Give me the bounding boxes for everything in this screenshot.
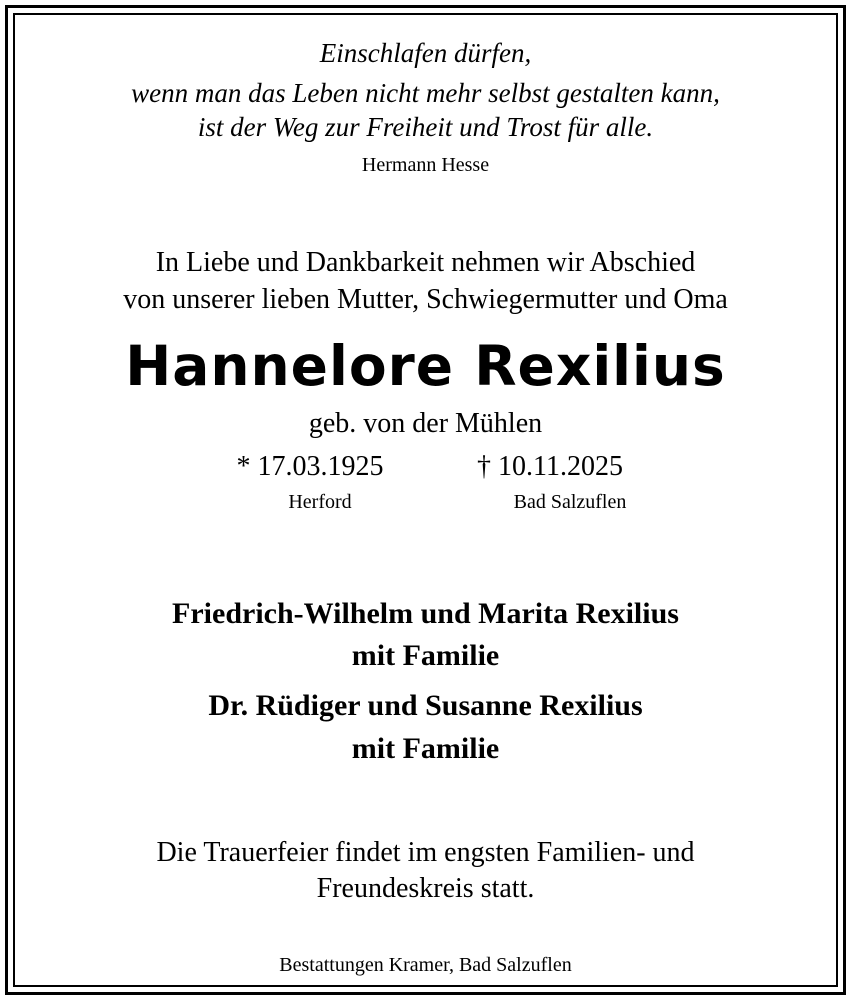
deceased-name: Hannelore Rexilius (125, 334, 726, 398)
intro-line-1: In Liebe und Dankbarkeit nehmen wir Abschied (155, 247, 696, 278)
birth-place: Herford (288, 491, 352, 513)
death-place: Bad Salzuflen (513, 491, 627, 513)
quote-line-2: wenn man das Leben nicht mehr selbst gestalten kann, (131, 78, 720, 108)
quote-line-3: ist der Weg zur Freiheit und Trost für alle. (197, 112, 654, 142)
death-date: † 10.11.2025 (477, 451, 623, 482)
funeral-notice-line-1: Die Trauerfeier findet im engsten Familien- und (156, 837, 695, 868)
intro-line-2: von unserer lieben Mutter, Schwiegermutter und Oma (123, 284, 728, 315)
mourner-1-names: Friedrich-Wilhelm und Marita Rexilius (172, 597, 679, 630)
quote-line-1: Einschlafen dürfen, (319, 38, 532, 68)
maiden-name: geb. von der Mühlen (308, 408, 543, 439)
birth-date: * 17.03.1925 (236, 451, 384, 482)
mourner-1-family: mit Familie (351, 639, 500, 672)
funeral-notice-line-2: Freundeskreis statt. (316, 873, 535, 904)
mourner-2-names: Dr. Rüdiger und Susanne Rexilius (208, 689, 643, 722)
undertaker: Bestattungen Kramer, Bad Salzuflen (279, 954, 572, 976)
mourner-2-family: mit Familie (351, 732, 500, 765)
quote-author: Hermann Hesse (361, 154, 490, 176)
